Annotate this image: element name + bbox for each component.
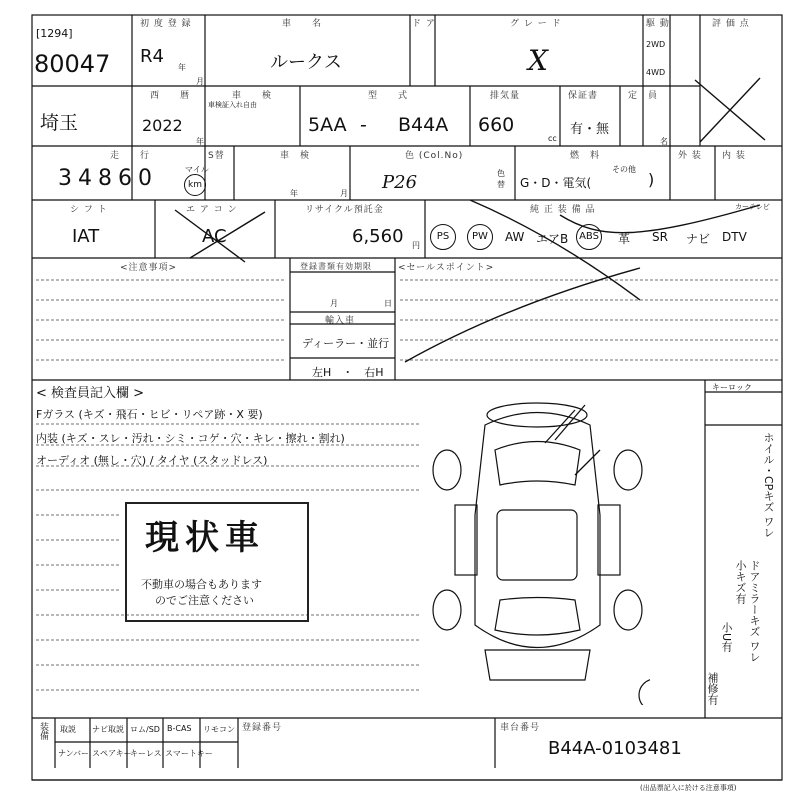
footnote: (出品票記入に於ける注意事項) — [640, 784, 737, 792]
spare-circle — [639, 679, 650, 705]
small-dent-note: 小U有 — [720, 622, 733, 653]
chassis-label: 車台番号 — [500, 723, 541, 733]
warranty-label: 保証書 — [568, 91, 599, 101]
score-cross-b — [700, 78, 760, 142]
inspection-note: 車検証入れ自由 — [208, 101, 257, 109]
mileage-digit: 4 — [78, 166, 98, 191]
dealer-option: ディーラー・並行 — [302, 337, 390, 350]
tv-label: カーテレビ — [735, 203, 770, 211]
drive-4wd: 4WD — [646, 68, 666, 77]
exterior-label: 外 装 — [678, 151, 702, 161]
mileage-digit: 6 — [118, 166, 138, 191]
wheel-rear-right — [614, 590, 642, 630]
shift-value: IAT — [72, 226, 100, 247]
repair-note: 補修有 — [706, 672, 719, 705]
model-dash: - — [360, 114, 367, 136]
western-year-unit: 年 — [196, 137, 204, 146]
inspector-line-interior: 内装 (キズ・スレ・汚れ・シミ・コゲ・穴・キレ・擦れ・割れ) — [36, 432, 345, 445]
car-name-label: 車 名 — [282, 19, 323, 29]
chassis-value: B44A-0103481 — [548, 738, 682, 759]
color-change: 色替 — [497, 169, 505, 189]
warranty-value: 有・無 — [570, 122, 610, 137]
reg-period-day: 日 — [384, 299, 392, 308]
drive-label: 駆 動 — [646, 19, 670, 29]
equip-aw: AW — [505, 230, 525, 244]
car-windshield — [495, 442, 580, 486]
sw-label: S替 — [208, 151, 225, 161]
equip-sr: SR — [652, 230, 668, 244]
equipment-label: 純 正 装 備 品 — [530, 205, 596, 215]
equip-navi: ナビ — [686, 232, 711, 246]
grade-value: X — [528, 44, 548, 77]
door-right — [598, 505, 620, 575]
reg-year-label: 初 度 登 録 — [140, 19, 192, 29]
mileage-value — [58, 166, 158, 191]
car-body-outline — [475, 413, 600, 648]
car-name-value: ルークス — [270, 52, 342, 73]
bottom-manual: 取説 — [60, 725, 76, 734]
equip-dtv: DTV — [722, 230, 747, 244]
cc-unit: cc — [548, 134, 557, 143]
door-left — [455, 505, 477, 575]
color-value: P26 — [382, 172, 418, 193]
import-label: 輸入車 — [325, 316, 356, 326]
yen-unit: 円 — [412, 241, 420, 250]
bottom-keyless: キーレス — [130, 749, 162, 758]
equip-pw: PW — [467, 224, 493, 250]
shift-label: シ フ ト — [70, 205, 108, 215]
fuel-value: G・D・電気( — [520, 176, 592, 190]
inspection-label: 車 検 — [232, 91, 273, 101]
equip-leather: 革 — [618, 232, 631, 246]
reg-period-label: 登録書類有効期限 — [300, 262, 372, 271]
aircon-value: AC — [202, 226, 227, 247]
bottom-navi-manual: ナビ取説 — [92, 725, 124, 734]
recycle-label: リサイクル預託金 — [305, 205, 384, 215]
displacement-value: 660 — [478, 114, 515, 136]
lot-small: [1294] — [36, 27, 73, 40]
aircon-label: エ ア コ ン — [186, 205, 238, 215]
score-label: 評 価 点 — [712, 19, 750, 29]
bottom-spare-key: スペアキー — [92, 749, 132, 758]
drive-2wd: 2WD — [646, 40, 666, 49]
sales-point-label: <セールスポイント> — [398, 263, 495, 273]
mile-unit: マイル — [185, 165, 209, 174]
equip-ps: PS — [430, 224, 456, 250]
car-roof — [497, 510, 577, 580]
fuel-close: ) — [648, 170, 655, 189]
region-value: 埼玉 — [40, 112, 79, 134]
mileage-digit: 3 — [58, 166, 78, 191]
model-code: B44A — [398, 114, 449, 136]
inspection2-label: 車 検 — [280, 151, 311, 161]
mileage-label: 走 行 — [110, 151, 151, 161]
inspection2-month: 月 — [340, 189, 348, 198]
bottom-bcas: B-CAS — [167, 724, 192, 733]
km-unit: km — [184, 174, 206, 196]
month-unit: 月 — [196, 77, 204, 86]
equip-abs: ABS — [576, 224, 602, 250]
as-is-stamp-line2: のでご注意ください — [155, 594, 254, 607]
displacement-label: 排気量 — [490, 91, 521, 101]
car-rear-window — [495, 598, 580, 636]
equip-airbag: エアB — [536, 232, 569, 246]
person-unit: 名 — [660, 137, 668, 146]
mileage-digit: 0 — [138, 166, 158, 191]
bottom-plate: ナンバー — [58, 749, 90, 758]
wheel-rear-left — [433, 590, 461, 630]
damage-mark — [555, 405, 585, 440]
fuel-label: 燃 料 — [570, 151, 601, 161]
as-is-stamp — [125, 502, 309, 622]
grade-label: グ レ ー ド — [510, 19, 562, 29]
wheel-front-left — [433, 450, 461, 490]
car-front-bumper — [487, 403, 587, 427]
car-diagram — [425, 395, 650, 705]
small-scratch-note: 小キズ有 — [734, 560, 747, 604]
model-prefix: 5AA — [308, 114, 347, 136]
reg-number-label: 登録番号 — [242, 723, 283, 733]
year-unit: 年 — [178, 63, 186, 72]
bottom-smart-key: スマートキー — [165, 749, 213, 758]
lot-number: 80047 — [34, 50, 111, 78]
western-year-label: 西 暦 — [150, 91, 191, 101]
caution-label: <注意事項> — [120, 263, 178, 273]
capacity-label: 定 員 — [628, 91, 659, 101]
inspector-line-windshield: Fガラス (キズ・飛石・ヒビ・リペア跡・X 要) — [36, 408, 263, 421]
fuel-other: その他 — [612, 165, 636, 174]
keylock-label: キーロック — [712, 383, 752, 392]
color-label: 色 (Col.No) — [405, 151, 464, 161]
bottom-remote: リモコン — [203, 725, 235, 734]
wheel-note: ホイル・CPキズ ワレ — [762, 432, 775, 538]
handle-option: 左H ・ 右H — [312, 366, 384, 379]
as-is-stamp-title: 現状車 — [145, 518, 265, 558]
equipment-side-label: 装備 — [38, 722, 48, 740]
interior-label: 内 装 — [722, 151, 746, 161]
wheel-front-right — [614, 450, 642, 490]
reg-period-month: 月 — [330, 299, 338, 308]
reg-year-value: R4 — [140, 46, 164, 67]
inspector-title: < 検査員記入欄 > — [36, 386, 145, 401]
recycle-value: 6,560 — [352, 226, 404, 247]
as-is-stamp-line1: 不動車の場合もあります — [141, 578, 262, 591]
mirror-note: ドアミラーキズ ワレ — [748, 560, 761, 663]
mileage-digit: 8 — [98, 166, 118, 191]
door-label: ド ア — [412, 19, 436, 29]
inspection2-year: 年 — [290, 189, 298, 198]
inspector-line-audio-tire: オーディオ (無し・穴) / タイヤ (スタッドレス) — [36, 454, 268, 467]
car-rear-bumper — [485, 650, 590, 680]
western-year-value: 2022 — [142, 116, 183, 135]
model-label: 型 式 — [368, 91, 409, 101]
bottom-rom-sd: ロム/SD — [130, 725, 160, 734]
